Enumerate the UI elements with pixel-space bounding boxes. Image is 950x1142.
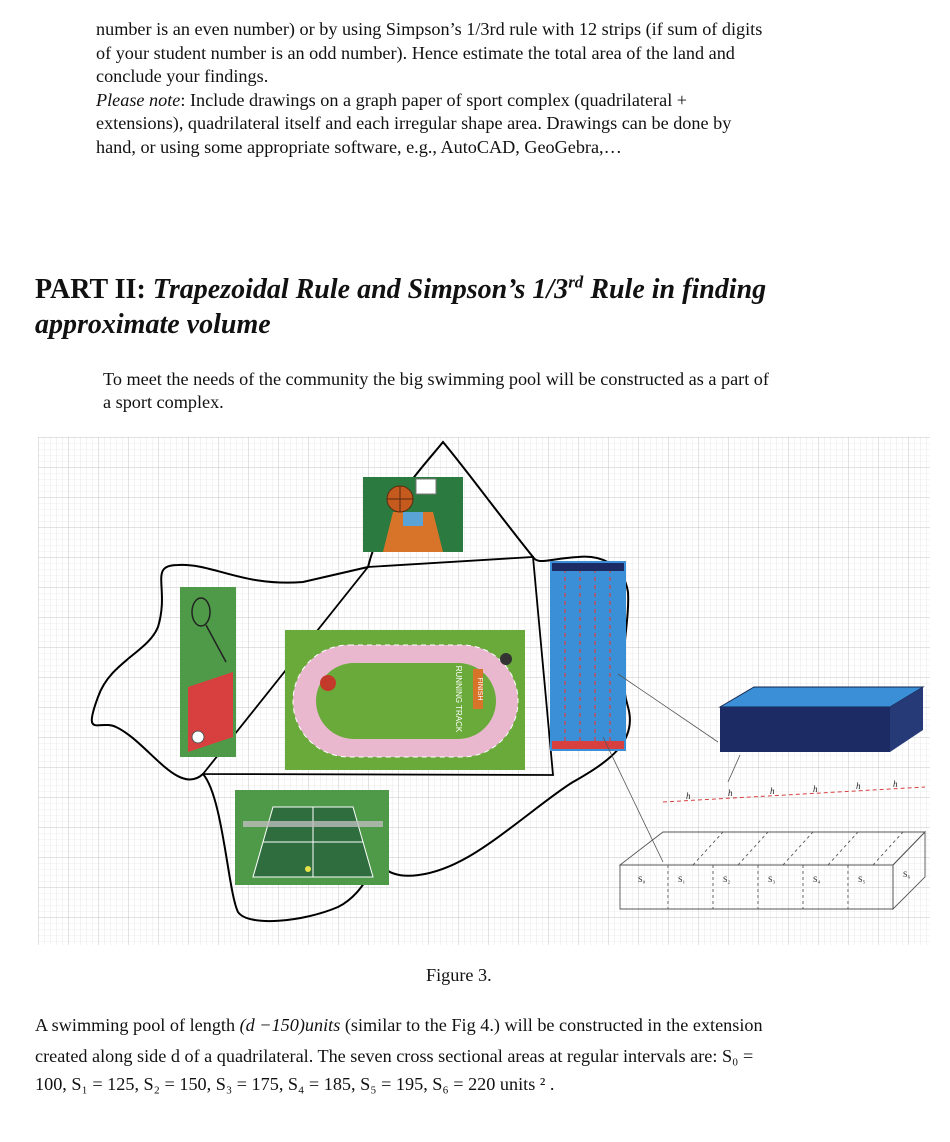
part2-title-sup: rd (568, 272, 584, 292)
note-line-3: hand, or using some appropriate software, e.g., AutoCAD, GeoGebra,… (96, 136, 622, 157)
intro-paragraph (103, 368, 903, 414)
problem-length-expr: (d −150)units (239, 1015, 341, 1035)
pool-3d-box (720, 687, 923, 752)
part2-heading (35, 272, 915, 342)
strip-label-s5: S₅ (858, 875, 866, 884)
badminton-court (180, 587, 236, 757)
strip-label-s3: S₃ (768, 875, 776, 884)
figure-caption: Figure 3. (426, 965, 492, 985)
h-label: h (770, 786, 775, 796)
intro-line-2: a sport complex. (103, 392, 224, 412)
lap-pool (550, 561, 626, 751)
top-paragraph (96, 18, 876, 160)
sport-complex-figure (38, 437, 930, 945)
part2-title-line1: Trapezoidal Rule and Simpson’s 1/3 (152, 274, 569, 305)
strip-label-s4: S₄ (813, 875, 821, 884)
note-label: Please note (96, 89, 181, 110)
intro-line-1: To meet the needs of the community the big swimming pool will be constructed as a part of (103, 369, 769, 389)
track-label: RUNNING TRACK (454, 665, 463, 733)
problem-line-3: 100, S₁ = 125, S₂ = 150, S₃ = 175, S₄ = 185, S₅ = 195, S₆ = 220 units ² . (35, 1074, 555, 1094)
note-line-1 (96, 89, 876, 113)
tennis-court (235, 790, 389, 885)
running-track (285, 630, 525, 770)
part2-title-line1-end: Rule in finding (583, 274, 767, 305)
note-line-1-text: : Include drawings on a graph paper of sport complex (quadrilateral + (180, 89, 688, 110)
h-label: h (813, 784, 818, 794)
h-label: h (856, 781, 861, 791)
problem-line-1a: A swimming pool of length (35, 1015, 240, 1035)
strip-label-s0: S₀ (638, 875, 646, 884)
top-line-2: of your student number is an odd number). Hence estimate the total area of the land and (96, 42, 735, 63)
h-label: h (686, 791, 691, 801)
strip-label-s2: S₂ (723, 875, 731, 884)
problem-paragraph (35, 1010, 915, 1096)
part2-title-line2: approximate volume (35, 309, 271, 340)
problem-line-1b: (similar to the Fig 4.) will be constructed in the extension (340, 1015, 763, 1035)
part2-prefix: PART II: (35, 274, 153, 305)
strip-label-s6: S₆ (903, 870, 911, 879)
problem-line-2: created along side d of a quadrilateral. The seven cross sectional areas at regular intervals are: S₀ = (35, 1046, 754, 1066)
top-line-3: conclude your findings. (96, 66, 269, 87)
basketball-court (363, 477, 463, 552)
finish-label: FINISH (476, 677, 483, 701)
top-line-1: number is an even number) or by using Simpson’s 1/3rd rule with 12 strips (if sum of digits (96, 19, 763, 39)
h-label: h (728, 788, 733, 798)
h-label: h (893, 779, 898, 789)
strip-label-s1: S₁ (678, 875, 686, 884)
problem-line-1 (35, 1010, 915, 1041)
note-line-2: extensions), quadrilateral itself and each irregular shape area. Drawings can be done by (96, 113, 732, 134)
